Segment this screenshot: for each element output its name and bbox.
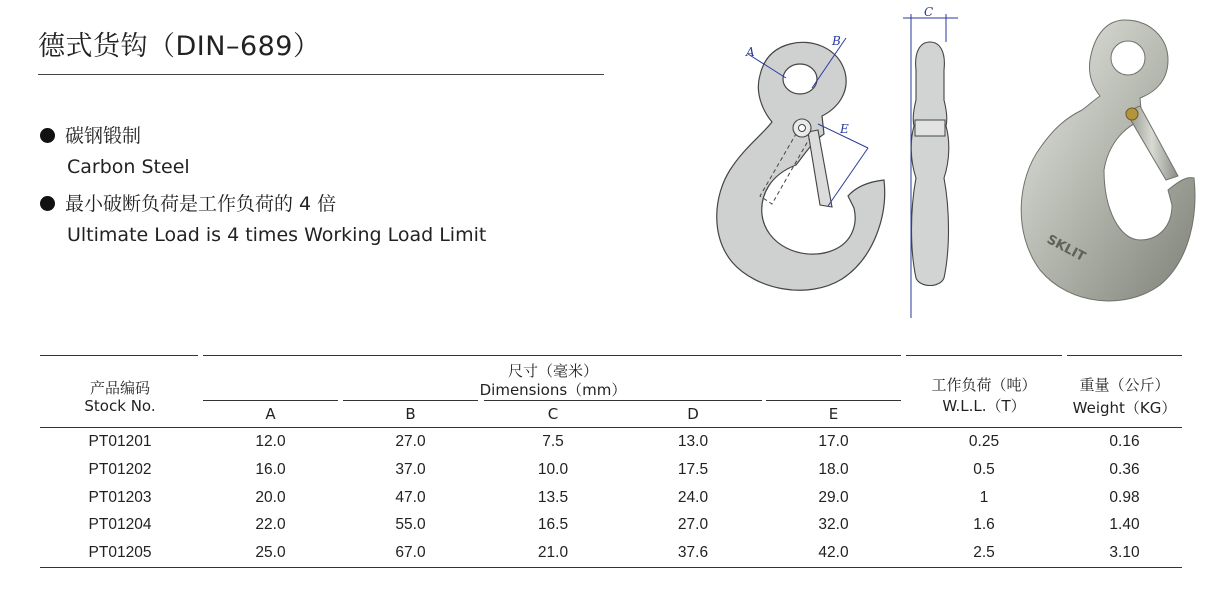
cell-c: 13.5 — [537, 489, 569, 506]
header-dims-zh: 尺寸（毫米） — [507, 362, 598, 380]
cell-wll: 1 — [979, 489, 989, 506]
dim-label-a: A — [746, 45, 755, 59]
bullet-icon — [40, 128, 55, 143]
header-weight-en: Weight（KG） — [1072, 399, 1177, 417]
cell-a: 25.0 — [255, 544, 286, 561]
cell-b: 47.0 — [395, 489, 426, 506]
cell-e: 17.0 — [818, 433, 849, 450]
table-row — [40, 539, 1182, 566]
table-row — [40, 484, 1182, 511]
cell-weight: 1.40 — [1109, 516, 1140, 533]
header-stock-zh: 产品编码 — [89, 379, 150, 397]
photo-rivet — [1126, 108, 1138, 120]
cell-a: 22.0 — [255, 516, 286, 533]
hook-front-drawing — [717, 34, 885, 290]
hook-side-drawing — [903, 5, 958, 318]
cell-b: 37.0 — [395, 461, 426, 478]
cell-stock: PT01202 — [88, 461, 152, 478]
header-col-a: A — [265, 405, 276, 423]
feature-2-en: Ultimate Load is 4 times Working Load Limit — [67, 224, 487, 246]
cell-b: 27.0 — [395, 433, 426, 450]
header-stock-en: Stock No. — [84, 397, 156, 415]
eye-hole — [783, 64, 817, 94]
cell-wll: 0.5 — [973, 461, 995, 478]
header-col-c: C — [547, 405, 559, 423]
cell-weight: 0.98 — [1109, 489, 1140, 506]
side-pin — [915, 120, 945, 136]
table-row — [40, 456, 1182, 483]
cell-wll: 0.25 — [968, 433, 1000, 450]
feature-1-zh-text: 碳钢锻制 — [65, 125, 142, 147]
cell-e: 32.0 — [818, 516, 849, 533]
header-wll-en: W.L.L.（T） — [942, 397, 1026, 415]
cell-weight: 0.16 — [1109, 433, 1140, 450]
feature-1-en: Carbon Steel — [67, 156, 190, 178]
header-col-d: D — [687, 405, 699, 423]
cell-stock: PT01205 — [88, 544, 152, 561]
dim-label-c: C — [924, 5, 934, 19]
header-dims-en: Dimensions（mm） — [479, 381, 627, 399]
cell-c: 7.5 — [542, 433, 564, 450]
header-col-b: B — [405, 405, 416, 423]
hook-photo — [1021, 20, 1195, 301]
cell-d: 24.0 — [677, 489, 709, 506]
cell-c: 10.0 — [537, 461, 569, 478]
header-wll-zh: 工作负荷（吨） — [931, 376, 1037, 394]
table-row — [40, 428, 1182, 455]
cell-a: 12.0 — [255, 433, 286, 450]
photo-stamp: SKLIT — [1044, 232, 1088, 265]
cell-stock: PT01201 — [88, 433, 152, 450]
cell-b: 67.0 — [395, 544, 426, 561]
header-col-e: E — [828, 405, 839, 423]
cell-b: 55.0 — [395, 516, 426, 533]
cell-c: 21.0 — [537, 544, 569, 561]
cell-weight: 0.36 — [1109, 461, 1140, 478]
dim-label-b: B — [832, 34, 841, 48]
cell-wll: 1.6 — [973, 516, 995, 533]
cell-stock: PT01203 — [88, 489, 152, 506]
feature-1-zh — [40, 121, 141, 148]
photo-eye-hole — [1111, 41, 1145, 75]
cell-a: 16.0 — [255, 461, 286, 478]
cell-d: 37.6 — [677, 544, 709, 561]
header-weight-zh: 重量（公斤） — [1079, 376, 1170, 394]
cell-a: 20.0 — [255, 489, 286, 506]
cell-e: 18.0 — [818, 461, 849, 478]
title-divider — [38, 74, 604, 75]
cell-c: 16.5 — [537, 516, 569, 533]
cell-d: 17.5 — [677, 461, 709, 478]
table-row — [40, 511, 1182, 538]
dim-label-e: E — [840, 122, 849, 136]
feature-2-zh — [40, 189, 336, 216]
page-title: 德式货钩（DIN–689） — [38, 31, 321, 62]
latch — [808, 130, 832, 207]
cell-weight: 3.10 — [1109, 544, 1140, 561]
cell-stock: PT01204 — [88, 516, 152, 533]
cell-wll: 2.5 — [973, 544, 995, 561]
hook-figures — [700, 0, 1216, 330]
side-outline — [911, 42, 949, 286]
feature-2-zh-text: 最小破断负荷是工作负荷的 4 倍 — [65, 193, 337, 215]
bullet-icon — [40, 196, 55, 211]
cell-d: 27.0 — [677, 516, 709, 533]
cell-e: 42.0 — [818, 544, 849, 561]
cell-e: 29.0 — [818, 489, 849, 506]
cell-d: 13.0 — [677, 433, 709, 450]
